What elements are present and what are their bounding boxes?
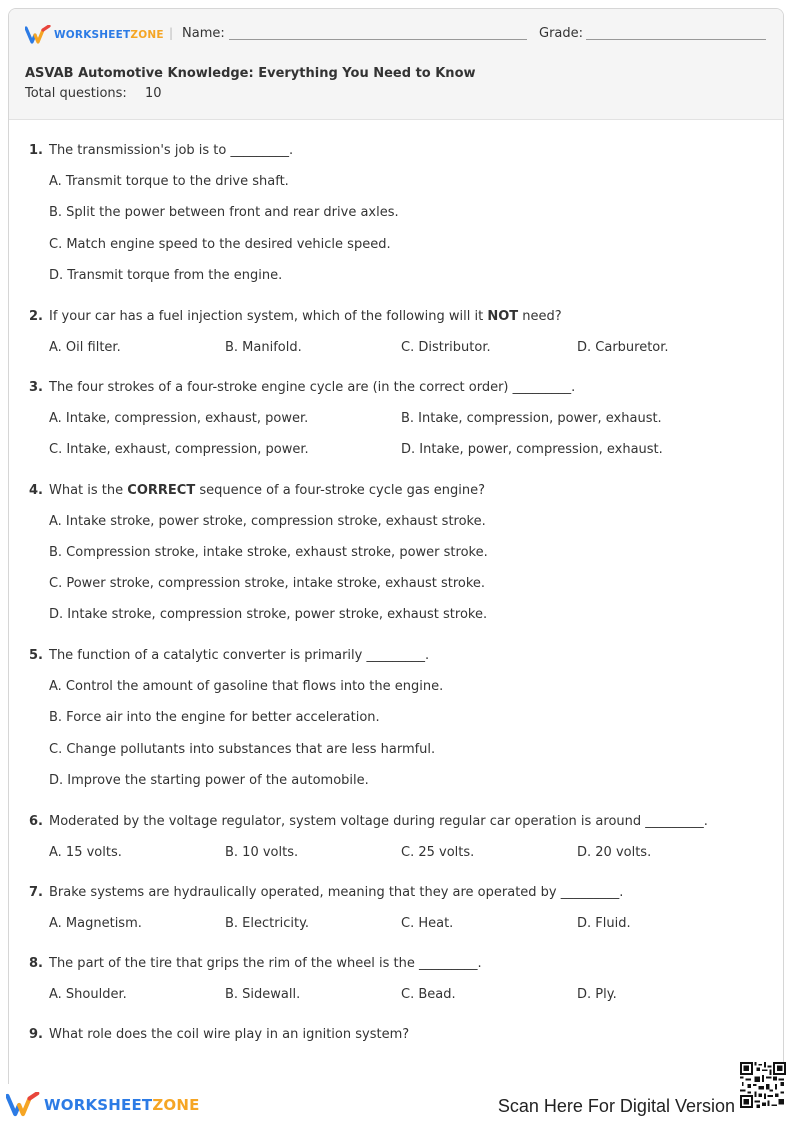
question-text-post: need? bbox=[518, 309, 562, 324]
question-text-emphasis: NOT bbox=[487, 309, 519, 324]
name-field[interactable] bbox=[229, 39, 527, 40]
question-number: 9. bbox=[29, 1027, 43, 1042]
option-d[interactable]: D. Transmit torque from the engine. bbox=[49, 268, 283, 283]
option-b[interactable]: B. Intake, compression, power, exhaust. bbox=[401, 411, 662, 426]
option-a[interactable]: A. Transmit torque to the drive shaft. bbox=[49, 174, 289, 189]
option-a[interactable]: A. Intake, compression, exhaust, power. bbox=[49, 411, 309, 426]
brand-word-worksheet: WORKSHEET bbox=[54, 29, 131, 41]
option-a[interactable]: A. Oil filter. bbox=[49, 340, 121, 355]
option-c[interactable]: C. Power stroke, compression stroke, intake stroke, exhaust stroke. bbox=[49, 576, 486, 591]
question-text: The part of the tire that grips the rim of the wheel is the _________. bbox=[49, 956, 482, 971]
option-a[interactable]: A. Shoulder. bbox=[49, 987, 127, 1002]
option-b[interactable]: B. Split the power between front and rear drive axles. bbox=[49, 205, 399, 220]
option-b[interactable]: B. Compression stroke, intake stroke, exhaust stroke, power stroke. bbox=[49, 545, 488, 560]
total-questions bbox=[25, 86, 162, 101]
option-b[interactable]: B. 10 volts. bbox=[225, 845, 299, 860]
option-d[interactable]: D. 20 volts. bbox=[577, 845, 652, 860]
option-d[interactable]: D. Intake, power, compression, exhaust. bbox=[401, 442, 663, 457]
option-c[interactable]: C. Bead. bbox=[401, 987, 456, 1002]
total-questions-value: 10 bbox=[144, 86, 162, 101]
page-footer bbox=[0, 1084, 793, 1122]
question-number: 6. bbox=[29, 814, 43, 829]
question-number: 5. bbox=[29, 648, 43, 663]
option-d[interactable]: D. Carburetor. bbox=[577, 340, 669, 355]
option-c[interactable]: C. Intake, exhaust, compression, power. bbox=[49, 442, 309, 457]
option-c[interactable]: C. Distributor. bbox=[401, 340, 491, 355]
option-d[interactable]: D. Fluid. bbox=[577, 916, 631, 931]
brand-logo bbox=[25, 25, 164, 45]
option-d[interactable]: D. Intake stroke, compression stroke, power stroke, exhaust stroke. bbox=[49, 607, 488, 622]
question-text-emphasis: CORRECT bbox=[127, 483, 196, 498]
option-d[interactable]: D. Improve the starting power of the automobile. bbox=[49, 773, 369, 788]
question-text-pre: If your car has a fuel injection system, which of the following will it bbox=[49, 309, 488, 324]
worksheet-page bbox=[8, 8, 784, 1084]
option-c[interactable]: C. 25 volts. bbox=[401, 845, 475, 860]
total-questions-label: Total questions: bbox=[25, 86, 127, 101]
question-text bbox=[49, 483, 485, 498]
grade-label: Grade: bbox=[539, 26, 584, 41]
question-text-pre: What is the bbox=[49, 483, 128, 498]
logo-mark-icon bbox=[25, 25, 51, 45]
option-a[interactable]: A. Control the amount of gasoline that flows into the engine. bbox=[49, 679, 444, 694]
option-c[interactable]: C. Change pollutants into substances that are less harmful. bbox=[49, 742, 436, 757]
option-b[interactable]: B. Force air into the engine for better acceleration. bbox=[49, 710, 380, 725]
option-d[interactable]: D. Ply. bbox=[577, 987, 617, 1002]
header-separator: | bbox=[169, 26, 174, 40]
option-c[interactable]: C. Heat. bbox=[401, 916, 454, 931]
option-a[interactable]: A. 15 volts. bbox=[49, 845, 122, 860]
question-text: Brake systems are hydraulically operated, meaning that they are operated by _________. bbox=[49, 885, 624, 900]
logo-mark-icon bbox=[6, 1092, 40, 1118]
question-number: 7. bbox=[29, 885, 43, 900]
option-b[interactable]: B. Electricity. bbox=[225, 916, 310, 931]
question-number: 4. bbox=[29, 483, 43, 498]
scan-prompt: Scan Here For Digital Version bbox=[497, 1096, 735, 1116]
brand-word-zone: ZONE bbox=[130, 29, 164, 41]
worksheet-header bbox=[9, 9, 783, 120]
question-number: 8. bbox=[29, 956, 43, 971]
option-a[interactable]: A. Magnetism. bbox=[49, 916, 142, 931]
option-a[interactable]: A. Intake stroke, power stroke, compression stroke, exhaust stroke. bbox=[49, 514, 486, 529]
question-text bbox=[49, 309, 562, 324]
question-text: Moderated by the voltage regulator, system voltage during regular car operation is around _________. bbox=[49, 814, 708, 829]
question-text: The four strokes of a four-stroke engine cycle are (in the correct order) _________. bbox=[49, 380, 576, 395]
name-label: Name: bbox=[182, 26, 225, 41]
question-text: What role does the coil wire play in an ignition system? bbox=[49, 1027, 410, 1042]
question-text: The transmission's job is to _________. bbox=[49, 143, 294, 158]
grade-field[interactable] bbox=[586, 39, 766, 40]
option-b[interactable]: B. Sidewall. bbox=[225, 987, 301, 1002]
qr-code-icon[interactable] bbox=[740, 1062, 786, 1108]
option-c[interactable]: C. Match engine speed to the desired vehicle speed. bbox=[49, 237, 391, 252]
question-number: 2. bbox=[29, 309, 43, 324]
worksheet-title: ASVAB Automotive Knowledge: Everything You Need to Know bbox=[25, 66, 476, 81]
question-text-post: sequence of a four-stroke cycle gas engine? bbox=[195, 483, 486, 498]
brand-word-worksheet: WORKSHEET bbox=[44, 1096, 153, 1114]
question-number: 3. bbox=[29, 380, 43, 395]
option-b[interactable]: B. Manifold. bbox=[225, 340, 302, 355]
footer-brand-logo bbox=[6, 1092, 200, 1118]
question-text: The function of a catalytic converter is primarily _________. bbox=[49, 648, 430, 663]
question-number: 1. bbox=[29, 143, 43, 158]
brand-word-zone: ZONE bbox=[152, 1096, 200, 1114]
